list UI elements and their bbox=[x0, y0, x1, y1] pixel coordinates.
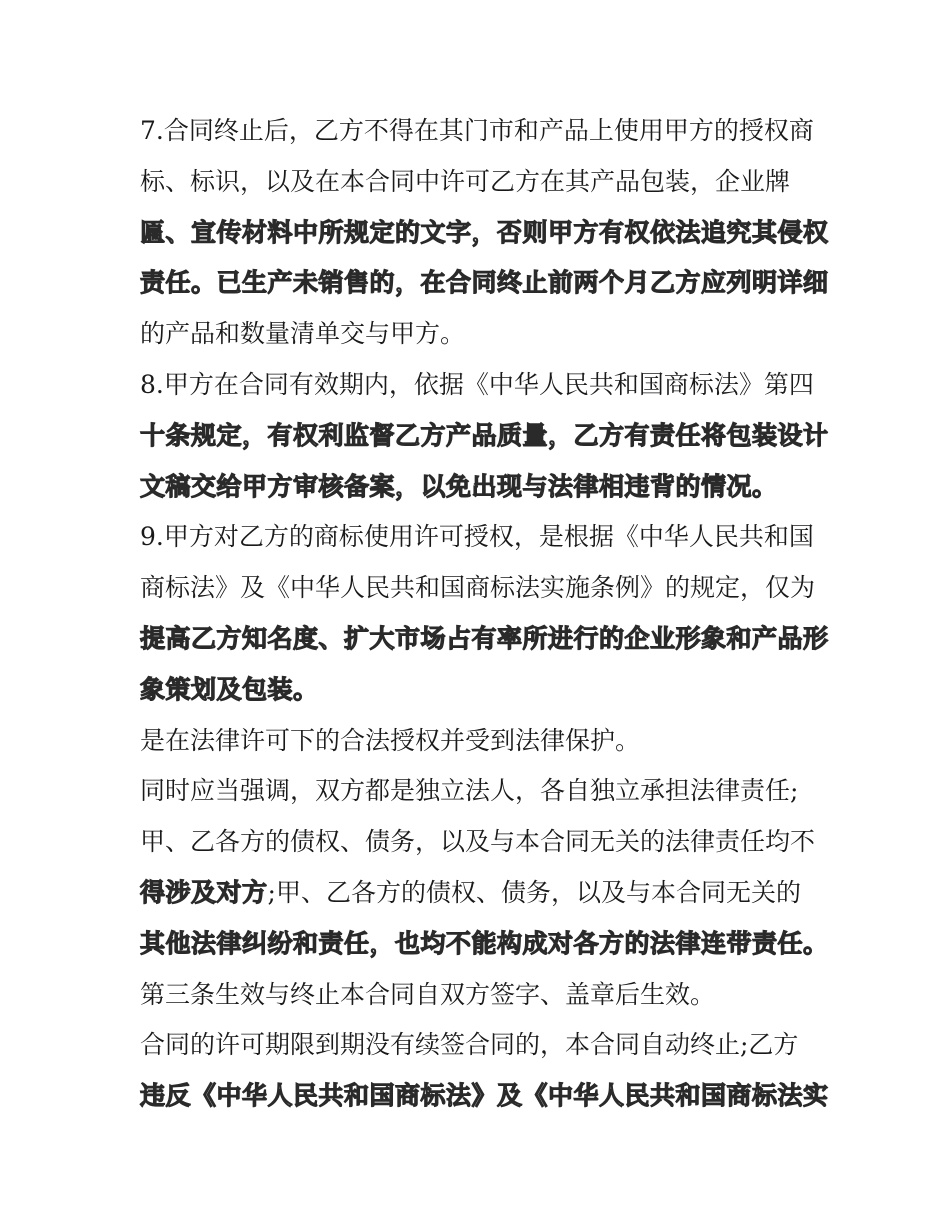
document-body bbox=[140, 106, 829, 1122]
text-line-17: 其他法律纠纷和责任，也均不能构成对各方的法律连带责任。 bbox=[140, 928, 829, 958]
text-line-8: 文稿交给甲方审核备案，以免出现与法律相违背的情况。 bbox=[140, 471, 778, 501]
text-line-12: 象策划及包装。 bbox=[140, 674, 319, 704]
text-line-19: 合同的许可期限到期没有续签合同的，本合同自动终止;乙方 bbox=[140, 1030, 799, 1060]
text-line-7: 十条规定，有权利监督乙方产品质量，乙方有责任将包装设计 bbox=[140, 420, 829, 450]
text-line-16-plain: ;甲、乙各方的债权、债务，以及与本合同无关的 bbox=[267, 877, 801, 907]
text-line-15: 甲、乙各方的债权、债务，以及与本合同无关的法律责任均不 bbox=[140, 827, 816, 857]
text-line-10: 商标法》及《中华人民共和国商标法实施条例》的规定，仅为 bbox=[140, 573, 816, 603]
text-line-1: 7.合同终止后，乙方不得在其门市和产品上使用甲方的授权商 bbox=[140, 116, 814, 145]
text-line-14: 同时应当强调，双方都是独立法人，各自独立承担法律责任; bbox=[140, 776, 799, 806]
text-line-9: 9.甲方对乙方的商标使用许可授权，是根据《中华人民共和国 bbox=[140, 522, 814, 552]
text-line-2: 标、标识，以及在本合同中许可乙方在其产品包装，企业牌 bbox=[140, 166, 791, 196]
text-line-16-outline: 得涉及对方 bbox=[140, 877, 268, 907]
text-line-4: 责任。已生产未销售的，在合同终止前两个月乙方应列明详细 bbox=[140, 268, 829, 298]
text-line-6: 8.甲方在合同有效期内，依据《中华人民共和国商标法》第四 bbox=[140, 369, 814, 399]
text-line-11: 提高乙方知名度、扩大市场占有率所进行的企业形象和产品形 bbox=[140, 623, 829, 653]
text-line-16 bbox=[140, 868, 820, 919]
text-line-3: 匾、宣传材料中所规定的文字，否则甲方有权依法追究其侵权 bbox=[140, 217, 829, 247]
text-line-13: 是在法律许可下的合法授权并受到法律保护。 bbox=[140, 725, 641, 755]
text-line-20: 违反《中华人民共和国商标法》及《中华人民共和国商标法实 bbox=[140, 1081, 829, 1111]
text-line-18: 第三条生效与终止本合同自双方签字、盖章后生效。 bbox=[140, 979, 716, 1009]
text-line-5: 的产品和数量清单交与甲方。 bbox=[140, 319, 466, 349]
